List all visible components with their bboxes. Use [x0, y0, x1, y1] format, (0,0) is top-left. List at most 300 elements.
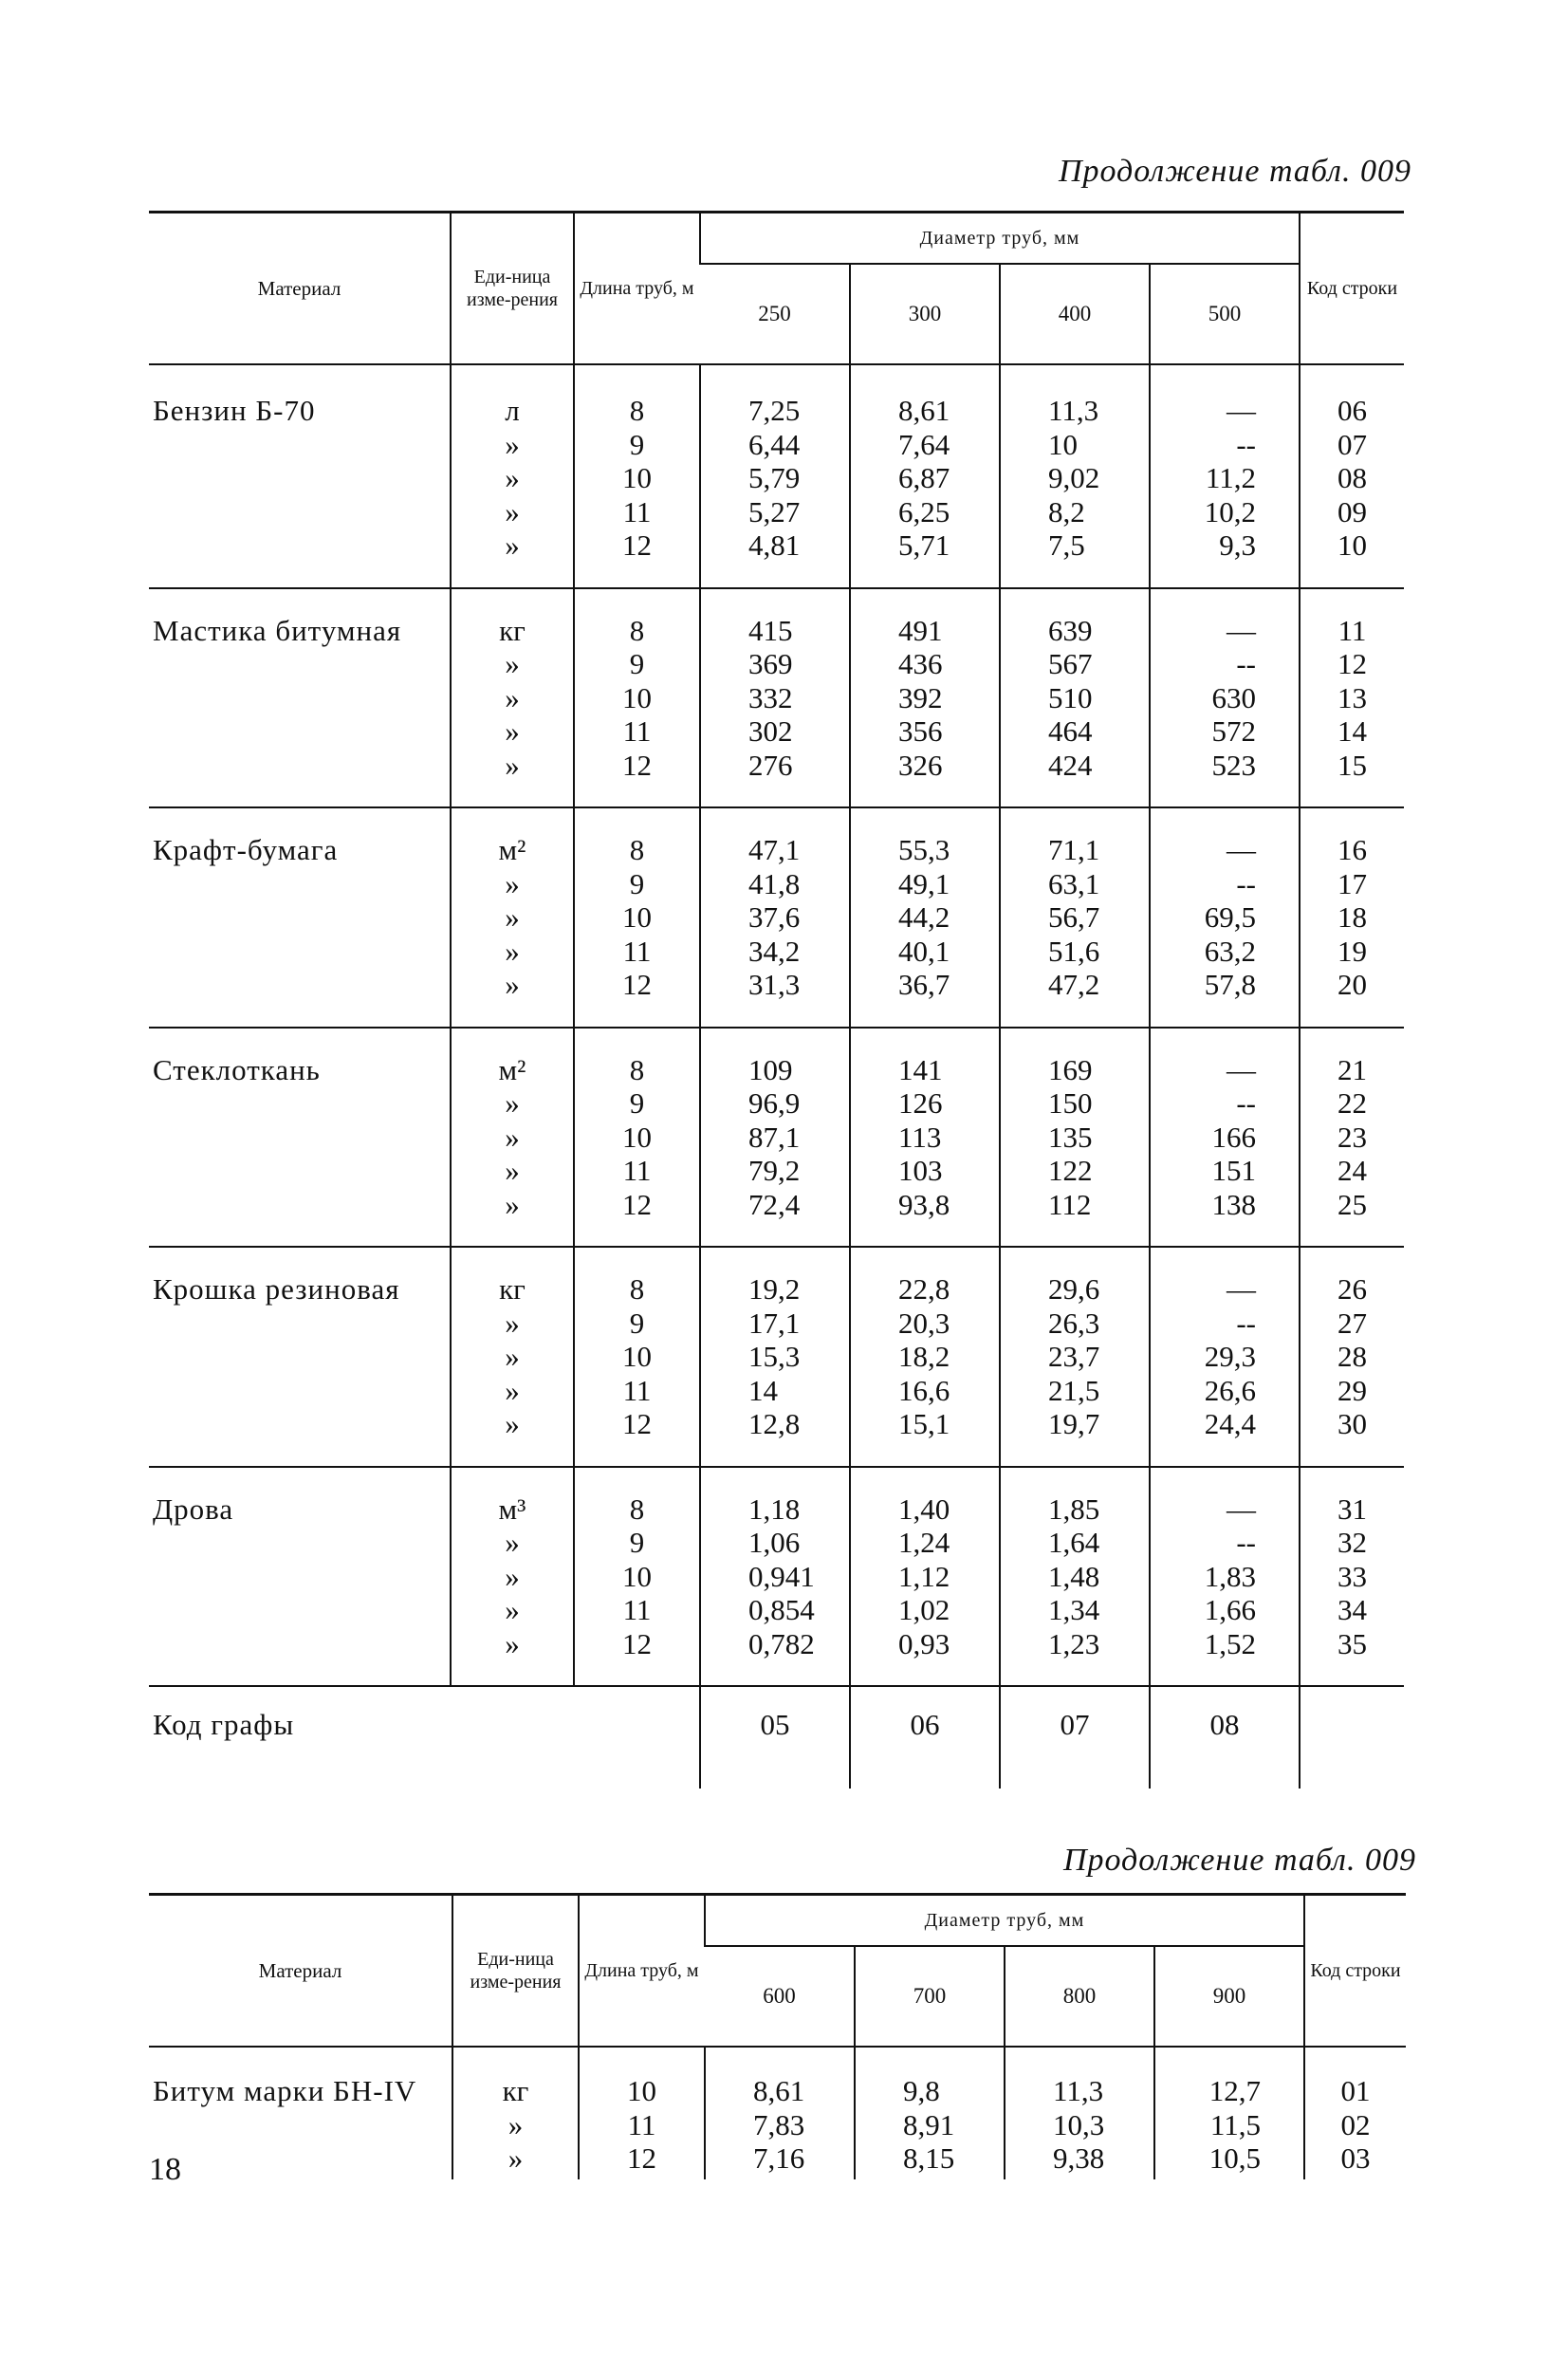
- cell-line: 72,4: [748, 1187, 801, 1221]
- value-cell: [1150, 588, 1300, 808]
- cell-line: 27: [1337, 1306, 1367, 1340]
- cell-line: 11: [1337, 613, 1367, 647]
- cell-line: 87,1: [748, 1120, 801, 1154]
- cell-line: 12,7: [1208, 2074, 1261, 2107]
- row-code-cell: [1300, 364, 1404, 588]
- cell-line: 02: [1340, 2107, 1371, 2141]
- header-diameter-value: 900: [1154, 1946, 1304, 2047]
- value-cell: [850, 588, 1000, 808]
- cell-line: 10: [622, 680, 652, 714]
- cell-line: 369: [748, 647, 793, 680]
- cell-line: »: [505, 461, 520, 494]
- cell-line: 0,93: [898, 1626, 950, 1660]
- cell-line: 11,2: [1205, 461, 1256, 494]
- cell-line: --: [1236, 866, 1256, 900]
- material-row: [149, 2047, 1406, 2179]
- cell-line: 9,02: [1048, 461, 1100, 494]
- value-cell: [850, 364, 1000, 588]
- value-cell: [855, 2047, 1005, 2179]
- header-diameter: Диаметр труб, мм: [700, 213, 1300, 265]
- value-cell: [1150, 1467, 1300, 1687]
- value-cell: [1000, 364, 1150, 588]
- cell-line: »: [505, 748, 520, 782]
- material-group: [149, 1028, 1404, 1248]
- value-cell: [1005, 2047, 1154, 2179]
- row-code-cell: [1300, 1028, 1404, 1248]
- cell-line: 08: [1337, 461, 1367, 494]
- cell-line: 20,3: [898, 1306, 950, 1340]
- cell-line: 22: [1337, 1086, 1367, 1120]
- cell-line: 17,1: [748, 1306, 801, 1340]
- cell-line: 567: [1048, 647, 1093, 680]
- cell-line: 12: [622, 1407, 652, 1440]
- cell-line: --: [1236, 1526, 1256, 1559]
- cell-line: 63,1: [1048, 866, 1100, 900]
- cell-line: 1,52: [1204, 1626, 1256, 1660]
- unit-cell: [451, 588, 574, 808]
- cell-line: 15,1: [898, 1407, 950, 1440]
- cell-line: 302: [748, 714, 793, 748]
- cell-line: 15,3: [748, 1340, 801, 1373]
- cell-line: 12: [622, 748, 652, 782]
- cell-line: 32: [1337, 1526, 1367, 1559]
- length-cell: [574, 364, 700, 588]
- header-length: Длина труб, м: [574, 213, 700, 365]
- cell-line: 9,3: [1219, 528, 1256, 562]
- cell-line: 9: [629, 866, 645, 900]
- materials-table: [149, 211, 1404, 1789]
- length-cell: [574, 588, 700, 808]
- cell-line: 12: [1337, 647, 1367, 680]
- cell-line: 8: [629, 1492, 645, 1526]
- cell-line: »: [505, 1593, 520, 1626]
- header-code: Код строки: [1300, 213, 1404, 365]
- cell-line: 96,9: [748, 1086, 801, 1120]
- unit-cell: [451, 1467, 574, 1687]
- cell-line: --: [1236, 647, 1256, 680]
- unit-cell: [451, 807, 574, 1028]
- cell-line: 135: [1048, 1120, 1093, 1154]
- material-row: [149, 588, 1404, 808]
- cell-line: 392: [898, 680, 943, 714]
- cell-line: 21: [1337, 1052, 1367, 1086]
- cell-line: 8,61: [753, 2074, 805, 2107]
- cell-line: 36,7: [898, 968, 950, 1001]
- cell-line: --: [1236, 1086, 1256, 1120]
- cell-line: 11: [627, 2107, 656, 2141]
- cell-line: 639: [1048, 613, 1093, 647]
- table-caption: Продолжение табл. 009: [1062, 1843, 1416, 1878]
- material-group: [149, 1467, 1404, 1687]
- cell-line: 11,3: [1048, 394, 1099, 427]
- cell-line: 33: [1337, 1559, 1367, 1593]
- cell-line: 31,3: [748, 968, 801, 1001]
- cell-line: 356: [898, 714, 943, 748]
- header-unit: Еди-ница изме-рения: [452, 1895, 579, 2048]
- cell-line: »: [505, 900, 520, 934]
- cell-line: »: [507, 2107, 524, 2141]
- cell-line: 150: [1048, 1086, 1093, 1120]
- header-unit: Еди-ница изме-рения: [451, 213, 574, 365]
- cell-line: 103: [898, 1154, 943, 1187]
- cell-line: 37,6: [748, 900, 801, 934]
- unit-cell: [451, 1028, 574, 1248]
- cell-line: 8: [629, 1052, 645, 1086]
- cell-line: 30: [1337, 1407, 1367, 1440]
- cell-line: 7,16: [753, 2141, 805, 2175]
- cell-line: —: [1227, 1492, 1256, 1526]
- cell-line: —: [1227, 394, 1256, 427]
- cell-line: »: [505, 494, 520, 528]
- cell-line: 10,5: [1208, 2141, 1261, 2175]
- cell-line: »: [505, 1120, 520, 1154]
- cell-line: 9: [629, 1526, 645, 1559]
- cell-line: 26,6: [1204, 1373, 1256, 1407]
- cell-line: »: [505, 647, 520, 680]
- cell-line: 9: [629, 1306, 645, 1340]
- cell-line: 10: [622, 900, 652, 934]
- cell-line: 523: [1211, 748, 1256, 782]
- cell-line: 1,48: [1048, 1559, 1100, 1593]
- cell-line: 113: [898, 1120, 942, 1154]
- cell-line: 14: [748, 1373, 778, 1407]
- cell-line: 10: [1048, 427, 1078, 461]
- cell-line: 22,8: [898, 1272, 950, 1306]
- cell-line: кг: [499, 1272, 526, 1306]
- column-code: 06: [850, 1686, 1000, 1789]
- cell-line: 25: [1337, 1187, 1367, 1221]
- cell-line: 12: [627, 2141, 656, 2175]
- cell-line: 19: [1337, 934, 1367, 968]
- material-name: Дрова: [149, 1467, 451, 1687]
- value-cell: [850, 1247, 1000, 1467]
- cell-line: 16,6: [898, 1373, 950, 1407]
- cell-line: 630: [1211, 680, 1256, 714]
- cell-line: 9,38: [1053, 2141, 1105, 2175]
- page-number: 18: [149, 2152, 181, 2187]
- cell-line: 24,4: [1204, 1407, 1256, 1440]
- cell-line: 06: [1337, 394, 1367, 427]
- cell-line: 7,64: [898, 427, 950, 461]
- value-cell: [1150, 1028, 1300, 1248]
- cell-line: 8: [629, 394, 645, 427]
- cell-line: 1,40: [898, 1492, 950, 1526]
- cell-line: 57,8: [1204, 968, 1256, 1001]
- cell-line: 141: [898, 1052, 943, 1086]
- cell-line: кг: [499, 613, 526, 647]
- cell-line: 24: [1337, 1154, 1367, 1187]
- material-row: [149, 1028, 1404, 1248]
- cell-line: 510: [1048, 680, 1093, 714]
- length-cell: [574, 1028, 700, 1248]
- cell-line: 151: [1211, 1154, 1256, 1187]
- cell-line: 9: [629, 427, 645, 461]
- cell-line: »: [505, 528, 520, 562]
- cell-line: 9,8: [903, 2074, 940, 2107]
- cell-line: 09: [1337, 494, 1367, 528]
- cell-line: 34,2: [748, 934, 801, 968]
- material-group: [149, 1247, 1404, 1467]
- value-cell: [1000, 807, 1150, 1028]
- materials-table-continued: [149, 1893, 1406, 2179]
- cell-line: 112: [1048, 1187, 1092, 1221]
- material-row: [149, 1467, 1404, 1687]
- cell-line: 15: [1337, 748, 1367, 782]
- value-cell: [700, 1247, 850, 1467]
- header-code: Код строки: [1304, 1895, 1406, 2048]
- header-diameter-value: 250: [700, 264, 850, 364]
- cell-line: 40,1: [898, 934, 950, 968]
- cell-line: 23,7: [1048, 1340, 1100, 1373]
- cell-line: 18: [1337, 900, 1367, 934]
- cell-line: 436: [898, 647, 943, 680]
- cell-line: 169: [1048, 1052, 1093, 1086]
- cell-line: 7,5: [1048, 528, 1085, 562]
- cell-line: 6,44: [748, 427, 801, 461]
- value-cell: [1150, 1247, 1300, 1467]
- cell-line: 415: [748, 613, 793, 647]
- material-row: [149, 807, 1404, 1028]
- cell-line: 12: [622, 968, 652, 1001]
- cell-line: 4,81: [748, 528, 801, 562]
- cell-line: 10: [627, 2074, 656, 2107]
- empty-cell: [1300, 1686, 1404, 1789]
- cell-line: »: [505, 1526, 520, 1559]
- cell-line: 03: [1340, 2141, 1371, 2175]
- cell-line: »: [505, 714, 520, 748]
- cell-line: 18,2: [898, 1340, 950, 1373]
- material-name: Крафт-бумага: [149, 807, 451, 1028]
- cell-line: 11: [622, 494, 652, 528]
- cell-line: »: [505, 1340, 520, 1373]
- cell-line: »: [505, 1407, 520, 1440]
- cell-line: 126: [898, 1086, 943, 1120]
- cell-line: 07: [1337, 427, 1367, 461]
- material-name: Крошка резиновая: [149, 1247, 451, 1467]
- cell-line: 19,7: [1048, 1407, 1100, 1440]
- cell-line: 01: [1340, 2074, 1371, 2107]
- cell-line: 1,18: [748, 1492, 801, 1526]
- length-cell: [579, 2047, 705, 2179]
- header-diameter-value: 500: [1150, 264, 1300, 364]
- cell-line: 10: [622, 1559, 652, 1593]
- row-code-cell: [1300, 1467, 1404, 1687]
- cell-line: »: [505, 1187, 520, 1221]
- value-cell: [700, 807, 850, 1028]
- value-cell: [850, 1028, 1000, 1248]
- cell-line: 11,5: [1209, 2107, 1261, 2141]
- length-cell: [574, 1467, 700, 1687]
- material-name: Битум марки БН-IV: [153, 2074, 417, 2107]
- cell-line: »: [505, 1086, 520, 1120]
- cell-line: 5,71: [898, 528, 950, 562]
- cell-line: —: [1227, 1052, 1256, 1086]
- cell-line: 11: [622, 714, 652, 748]
- cell-line: л: [505, 394, 520, 427]
- cell-line: 7,83: [753, 2107, 805, 2141]
- cell-line: 11,3: [1053, 2074, 1104, 2107]
- cell-line: 10,3: [1053, 2107, 1105, 2141]
- unit-cell: [451, 1247, 574, 1467]
- cell-line: 572: [1211, 714, 1256, 748]
- cell-line: 122: [1048, 1154, 1093, 1187]
- cell-line: 34: [1337, 1593, 1367, 1626]
- material-row: [149, 364, 1404, 588]
- material-name: Мастика битумная: [149, 588, 451, 808]
- cell-line: 109: [748, 1052, 793, 1086]
- cell-line: м²: [498, 1052, 526, 1086]
- value-cell: [1150, 364, 1300, 588]
- value-cell: [1000, 1247, 1150, 1467]
- cell-line: 6,25: [898, 494, 950, 528]
- cell-line: —: [1227, 1272, 1256, 1306]
- cell-line: »: [505, 1306, 520, 1340]
- cell-line: кг: [502, 2074, 529, 2107]
- cell-line: 47,1: [748, 833, 801, 866]
- cell-line: 23: [1337, 1120, 1367, 1154]
- column-codes-label: Код графы: [153, 1708, 295, 1741]
- cell-line: 1,34: [1048, 1593, 1100, 1626]
- cell-line: 41,8: [748, 866, 801, 900]
- cell-line: 8: [629, 613, 645, 647]
- cell-line: 63,2: [1204, 934, 1256, 968]
- material-group: [149, 364, 1404, 588]
- cell-line: —: [1227, 833, 1256, 866]
- value-cell: [700, 588, 850, 808]
- header-material: Материал: [149, 213, 451, 365]
- cell-line: 29,3: [1204, 1340, 1256, 1373]
- cell-line: 11: [622, 1373, 652, 1407]
- cell-line: 5,79: [748, 461, 801, 494]
- cell-line: 13: [1337, 680, 1367, 714]
- cell-line: 1,02: [898, 1593, 950, 1626]
- cell-line: 9: [629, 1086, 645, 1120]
- cell-line: 326: [898, 748, 943, 782]
- cell-line: 1,83: [1204, 1559, 1256, 1593]
- cell-line: »: [505, 680, 520, 714]
- cell-line: 8,91: [903, 2107, 955, 2141]
- cell-line: 1,24: [898, 1526, 950, 1559]
- cell-line: 26: [1337, 1272, 1367, 1306]
- material-group: [149, 588, 1404, 808]
- cell-line: 29: [1337, 1373, 1367, 1407]
- cell-line: »: [505, 1154, 520, 1187]
- cell-line: 19,2: [748, 1272, 801, 1306]
- cell-line: м³: [498, 1492, 526, 1526]
- cell-line: »: [505, 1373, 520, 1407]
- cell-line: м²: [498, 833, 526, 866]
- cell-line: 71,1: [1048, 833, 1100, 866]
- cell-line: 12,8: [748, 1407, 801, 1440]
- cell-line: »: [507, 2141, 524, 2175]
- cell-line: 464: [1048, 714, 1093, 748]
- column-code: 07: [1000, 1686, 1150, 1789]
- cell-line: --: [1236, 427, 1256, 461]
- cell-line: »: [505, 934, 520, 968]
- header-material: Материал: [149, 1895, 452, 2048]
- cell-line: 8,15: [903, 2141, 955, 2175]
- material-group: [149, 807, 1404, 1028]
- cell-line: 10: [622, 1120, 652, 1154]
- material-row: [149, 1247, 1404, 1467]
- cell-line: 491: [898, 613, 943, 647]
- cell-line: 28: [1337, 1340, 1367, 1373]
- cell-line: 44,2: [898, 900, 950, 934]
- header-diameter-value: 300: [850, 264, 1000, 364]
- cell-line: 8,61: [898, 394, 950, 427]
- cell-line: 10,2: [1204, 494, 1256, 528]
- cell-line: 47,2: [1048, 968, 1100, 1001]
- cell-line: 26,3: [1048, 1306, 1100, 1340]
- value-cell: [1154, 2047, 1304, 2179]
- header-diameter-value: 400: [1000, 264, 1150, 364]
- cell-line: 11: [622, 1154, 652, 1187]
- column-code: 08: [1150, 1686, 1300, 1789]
- cell-line: 12: [622, 1626, 652, 1660]
- value-cell: [700, 1028, 850, 1248]
- value-cell: [1150, 807, 1300, 1028]
- cell-line: »: [505, 968, 520, 1001]
- cell-line: 7,25: [748, 394, 801, 427]
- cell-line: 11: [622, 934, 652, 968]
- cell-line: 56,7: [1048, 900, 1100, 934]
- material-name: Стеклоткань: [149, 1028, 451, 1248]
- cell-line: 0,941: [748, 1559, 815, 1593]
- cell-line: 1,23: [1048, 1626, 1100, 1660]
- row-code-cell: [1300, 1247, 1404, 1467]
- cell-line: 6,87: [898, 461, 950, 494]
- header-diameter-value: 600: [705, 1946, 855, 2047]
- value-cell: [850, 807, 1000, 1028]
- cell-line: »: [505, 866, 520, 900]
- header-diameter: Диаметр труб, мм: [705, 1895, 1304, 1947]
- cell-line: 20: [1337, 968, 1367, 1001]
- header-diameter-value: 800: [1005, 1946, 1154, 2047]
- cell-line: 138: [1211, 1187, 1256, 1221]
- cell-line: »: [505, 427, 520, 461]
- cell-line: 10: [622, 461, 652, 494]
- length-cell: [574, 807, 700, 1028]
- header-diameter-value: 700: [855, 1946, 1005, 2047]
- unit-cell: [452, 2047, 579, 2179]
- cell-line: 1,66: [1204, 1593, 1256, 1626]
- unit-cell: [451, 364, 574, 588]
- cell-line: 1,06: [748, 1526, 801, 1559]
- cell-line: 79,2: [748, 1154, 801, 1187]
- cell-line: 21,5: [1048, 1373, 1100, 1407]
- cell-line: 276: [748, 748, 793, 782]
- value-cell: [705, 2047, 855, 2179]
- cell-line: 8,2: [1048, 494, 1085, 528]
- value-cell: [1000, 588, 1150, 808]
- column-code: 05: [700, 1686, 850, 1789]
- cell-line: 166: [1211, 1120, 1256, 1154]
- cell-line: 55,3: [898, 833, 950, 866]
- cell-line: —: [1227, 613, 1256, 647]
- row-code-cell: [1300, 807, 1404, 1028]
- cell-line: 10: [1337, 528, 1367, 562]
- cell-line: 0,854: [748, 1593, 815, 1626]
- value-cell: [850, 1467, 1000, 1687]
- table-caption: Продолжение табл. 009: [1058, 154, 1411, 189]
- cell-line: 35: [1337, 1626, 1367, 1660]
- cell-line: 0,782: [748, 1626, 815, 1660]
- material-group: [149, 2047, 1406, 2179]
- value-cell: [700, 364, 850, 588]
- cell-line: 5,27: [748, 494, 801, 528]
- cell-line: 1,12: [898, 1559, 950, 1593]
- value-cell: [1000, 1028, 1150, 1248]
